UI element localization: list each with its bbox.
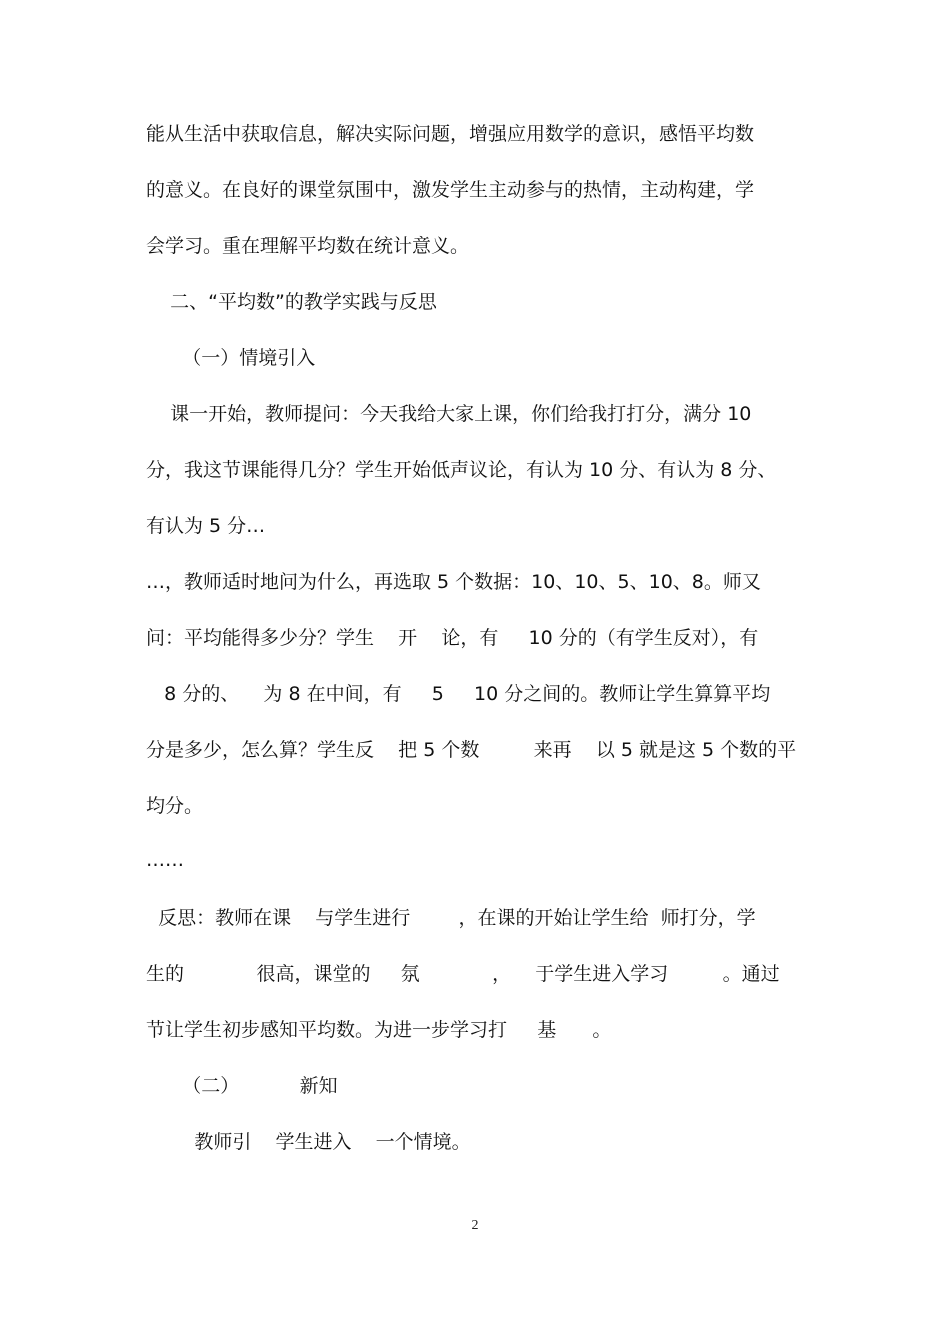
paragraph-line: 均分。 — [146, 795, 204, 817]
paragraph-line: …，教师适时地问为什么，再选取 5 个数据：10、10、5、10、8。师又 — [146, 571, 761, 593]
paragraph-line: 8 分的、 为 8 在中间，有 5 10 分之间的。教师让学生算算平均 — [146, 683, 771, 705]
page-number: 2 — [471, 1218, 479, 1233]
paragraph-line: 问：平均能得多少分？学生 开 论，有 10 分的（有学生反对），有 — [146, 627, 759, 649]
subsection-heading: （二） 新知 — [146, 1075, 338, 1097]
paragraph-line: 的意义。在良好的课堂氛围中，激发学生主动参与的热情，主动构建，学 — [146, 179, 755, 201]
paragraph-line: 分，我这节课能得几分？学生开始低声议论，有认为 10 分、有认为 8 分、 — [146, 459, 777, 481]
paragraph-line: 能从生活中获取信息，解决实际问题，增强应用数学的意识，感悟平均数 — [146, 123, 755, 145]
paragraph-line: 教师引 学生进入 一个情境。 — [146, 1131, 471, 1153]
section-heading: 二、“平均数”的教学实践与反思 — [146, 291, 437, 313]
subsection-heading: （一）情境引入 — [146, 347, 316, 369]
paragraph-line: 会学习。重在理解平均数在统计意义。 — [146, 235, 470, 257]
reflection-line: 节让学生初步感知平均数。为进一步学习打 基 。 — [146, 1019, 612, 1041]
reflection-line: 生的 很高，课堂的 氛 ， 于学生进入学习 。通过 — [146, 963, 780, 985]
paragraph-line: 课一开始，教师提问：今天我给大家上课，你们给我打打分，满分 10 — [146, 403, 752, 425]
reflection-line: 反思：教师在课 与学生进行 ，在课的开始让学生给 师打分，学 — [146, 907, 756, 929]
ellipsis-line: …… — [146, 849, 184, 871]
paragraph-line: 有认为 5 分… — [146, 515, 266, 537]
paragraph-line: 分是多少，怎么算？学生反 把 5 个数 来再 以 5 就是这 5 个数的平 — [146, 739, 797, 761]
